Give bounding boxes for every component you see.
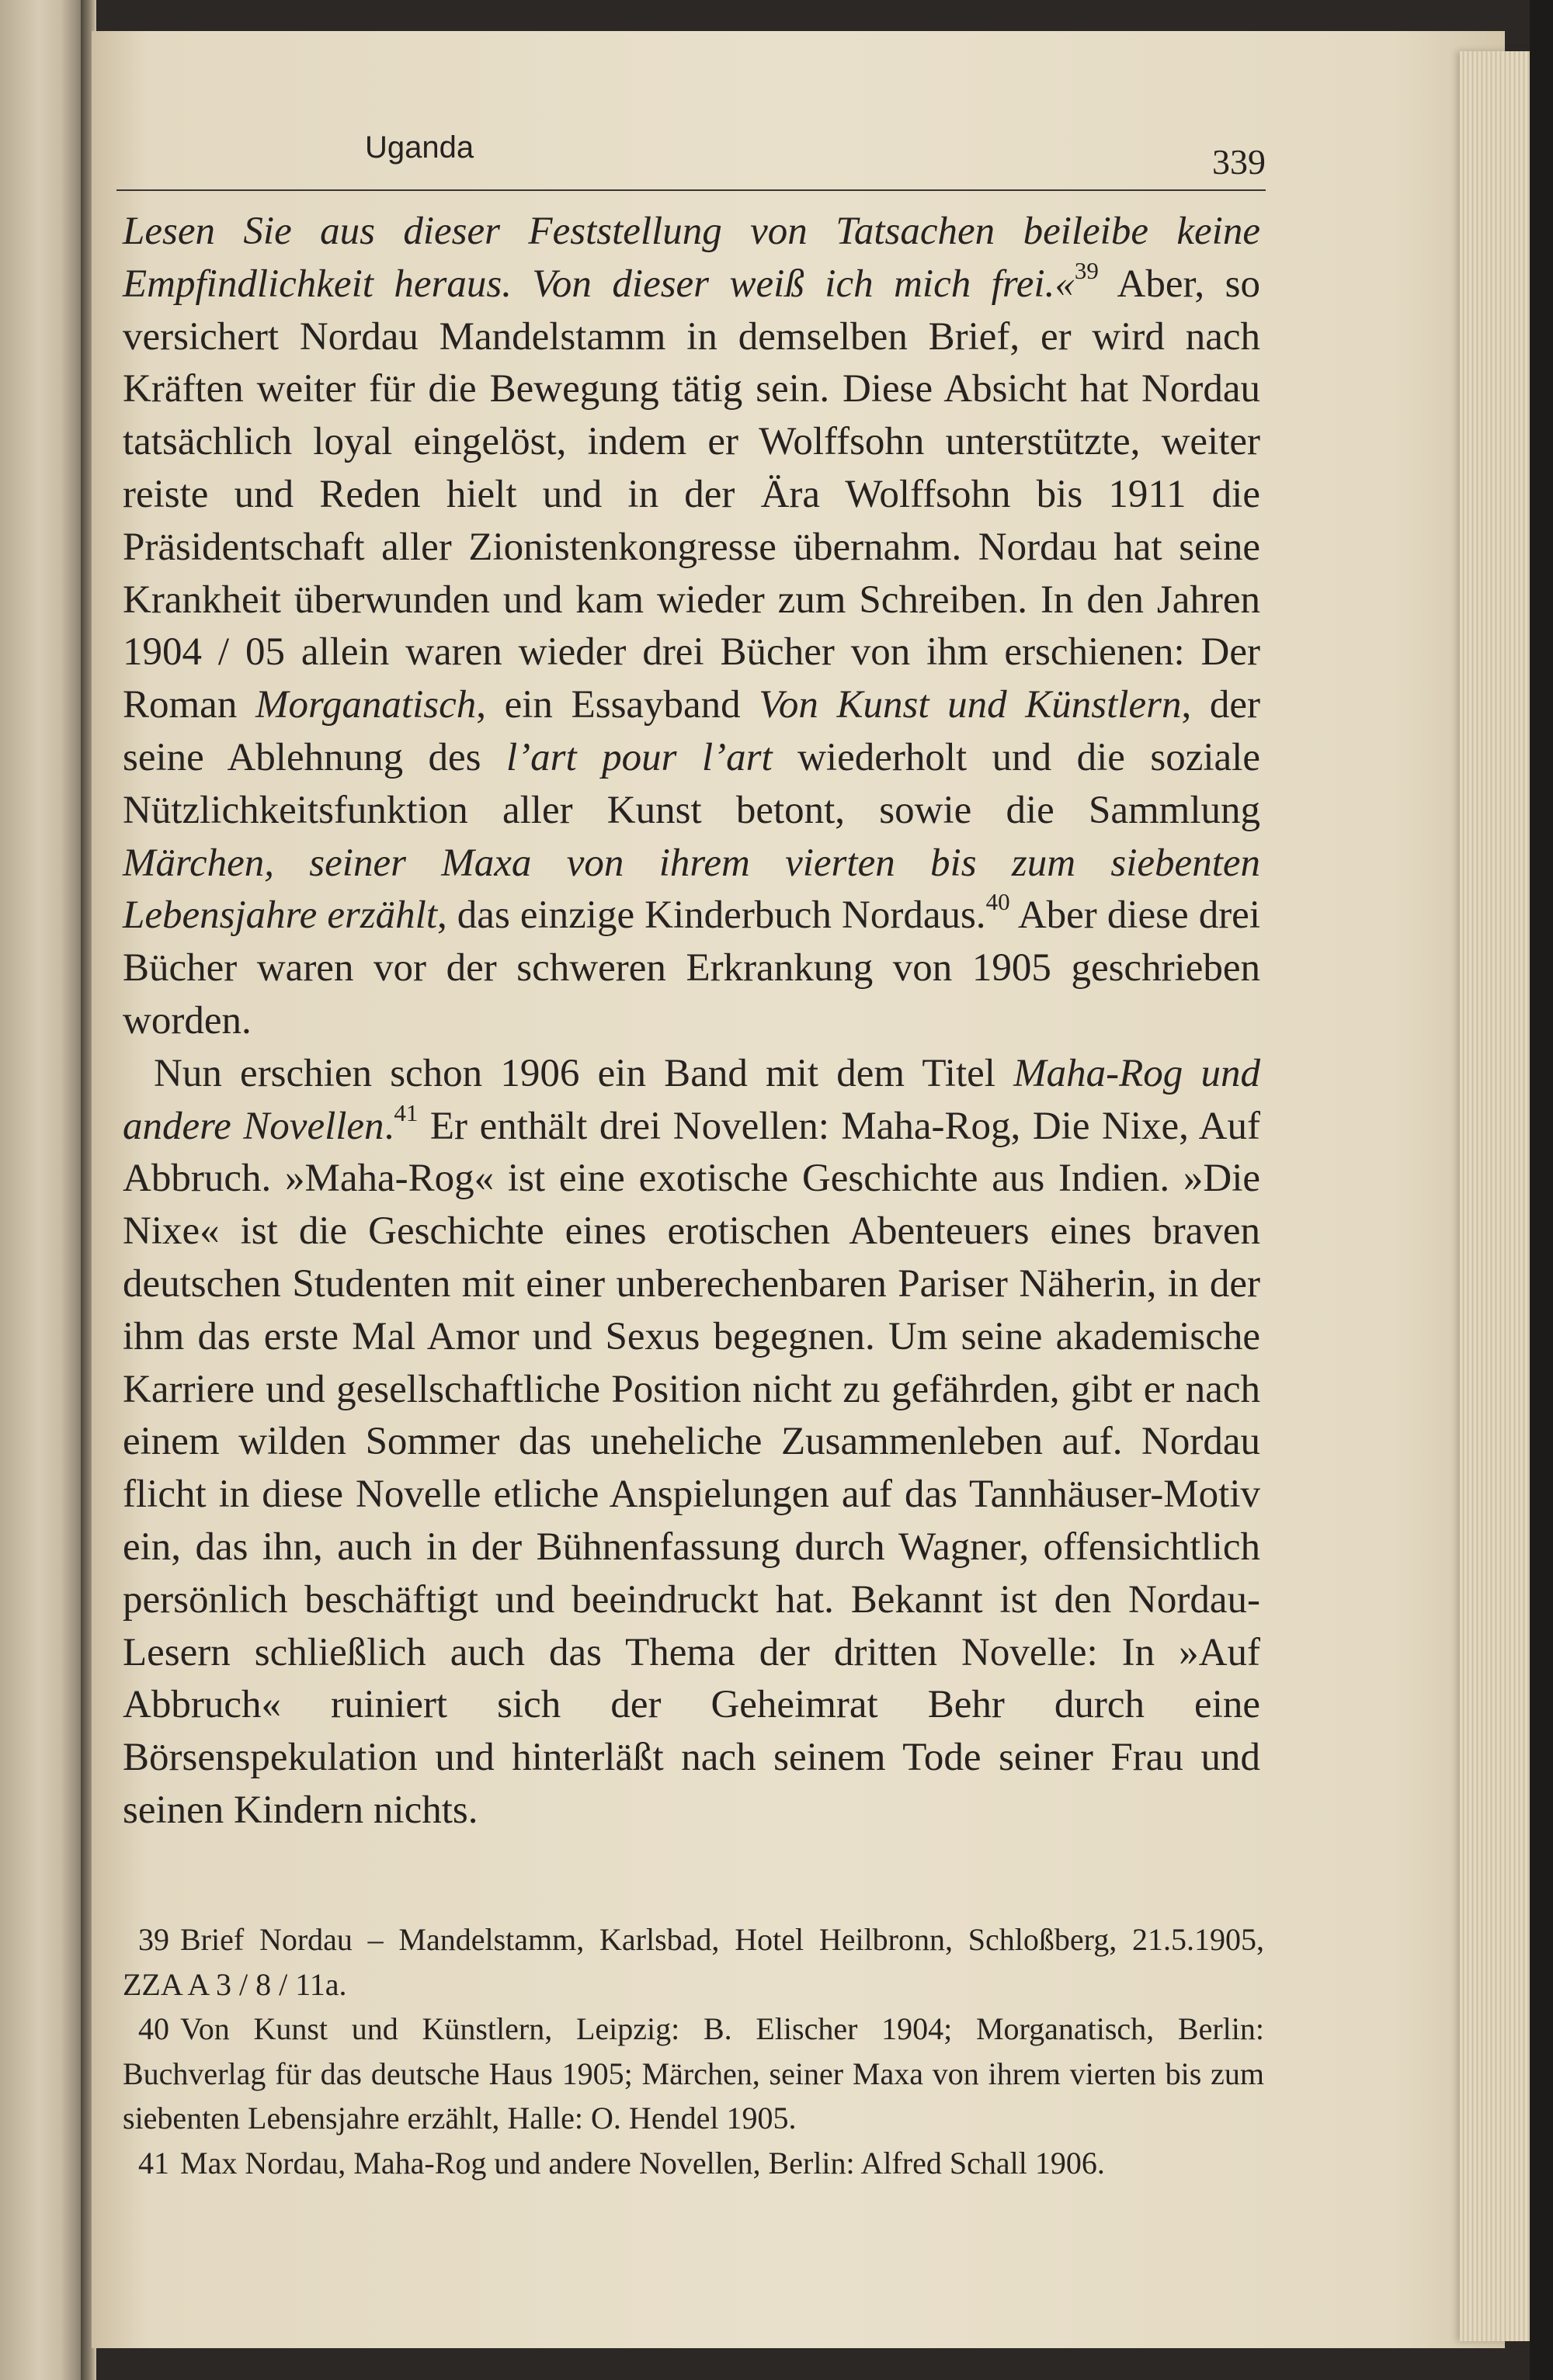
footnote xyxy=(123,2007,1264,2141)
footnote-ref: 41 xyxy=(394,1098,419,1126)
body-text xyxy=(123,206,1260,1837)
text-run: , der seine Ablehnung des xyxy=(123,683,1260,779)
footnote-ref: 40 xyxy=(985,888,1010,916)
text-run: Aber, so versichert Nordau Mandelstamm in demselben Brief, er wird nach Kräften weiter für die Bewegung tätig sein. Diese Absicht hat Nordau tatsächlich loyal eingelöst, indem er Wolffsohn unterstützte, weiter reiste und Reden hielt und in der Ära Wolffsohn bis 1911 die Präsidentschaft aller Zionistenkongresse übernahm. Nordau hat seine Krankheit überwunden und kam wieder zum Schreiben. In den Jahren 1904 / 05 allein waren wieder drei Bücher von ihm erschienen: Der Roman xyxy=(123,262,1260,727)
facing-page-edge xyxy=(0,0,87,2380)
text-run: Aber diese drei Bücher waren vor der schweren Erkrankung von 1905 geschrieben worden. xyxy=(123,893,1260,1043)
page-number: 339 xyxy=(1212,142,1266,182)
text-run: . xyxy=(384,1104,394,1148)
footnote-ref: 39 xyxy=(1074,256,1099,284)
page-fore-edge xyxy=(1460,51,1537,2341)
footnote-number: 40 xyxy=(138,2011,169,2046)
book-title: Von Kunst und Künstlern xyxy=(759,683,1182,727)
book-title: Morganatisch xyxy=(255,683,477,727)
text-run: Er enthält drei Novellen: Maha-Rog, Die Nixe, Auf Abbruch. »Maha-Rog« ist eine exotische Geschichte aus Indien. »Die Nixe« ist die Geschichte eines erotischen Abenteuers eines braven deutschen Studenten mit einer unberechenbaren Pariser Näherin, in der ihm das erste Mal Amor und Sexus begegnen. Um seine akademische Karriere und gesellschaftliche Position nicht zu gefährden, gibt er nach einem wilden Sommer das uneheliche Zusammenleben auf. Nordau flicht in diese Novelle etliche Anspielungen auf das Tannhäuser-Motiv ein, das ihn, auch in der Bühnenfassung durch Wagner, offensichtlich persönlich beschäftigt und beeindruckt hat. Bekannt ist den Nordau-Lesern schließlich auch das Thema der dritten Novelle: In »Auf Abbruch« ruiniert sich der Geheimrat Behr durch eine Börsenspekulation und hinterläßt nach seinem Tode seiner Frau und seinen Kindern nichts. xyxy=(123,1104,1260,1832)
footnote-text: Brief Nordau – Mandelstamm, Karlsbad, Hotel Heilbronn, Schloßberg, 21.5.1905, ZZA A 3 / 8 / 11a. xyxy=(123,1922,1264,2002)
text-run: , das einzige Kinderbuch Nordaus. xyxy=(436,893,986,938)
footnote xyxy=(123,1917,1264,2007)
book-title: Märchen, seiner Maxa von ihrem vierten bis zum siebenten Lebensjahre erzählt xyxy=(123,841,1260,938)
paragraph xyxy=(123,1048,1260,1837)
paragraph xyxy=(123,206,1260,1048)
text-run: Nun erschien schon 1906 ein Band mit dem Titel xyxy=(154,1051,1014,1095)
footnote-text: Max Nordau, Maha-Rog und andere Novellen, Berlin: Alfred Schall 1906. xyxy=(180,2145,1105,2181)
book-title: Maha-Rog und andere Novellen xyxy=(123,1051,1261,1148)
footnote xyxy=(123,2141,1264,2186)
text-run: wiederholt und die soziale Nützlichkeitsfunktion aller Kunst betont, sowie die Sammlung xyxy=(123,735,1260,832)
italic-phrase: l’art pour l’art xyxy=(506,735,773,779)
quote-italic: Lesen Sie aus dieser Feststellung von Tatsachen beileibe keine Empfindlichkeit heraus. Von dieser weiß ich mich frei.« xyxy=(123,210,1260,306)
scan-background xyxy=(1530,0,1553,2380)
running-head xyxy=(116,129,1266,191)
text-run: , ein Essayband xyxy=(476,683,759,727)
footnote-text: Von Kunst und Künstlern, Leipzig: B. Elischer 1904; Morganatisch, Berlin: Buchverlag für das deutsche Haus 1905; Märchen, seiner Maxa von ihrem vierten bis zum siebenten Lebensjahre erzählt, Halle: O. Hendel 1905. xyxy=(123,2011,1264,2135)
chapter-title: Uganda xyxy=(365,130,474,165)
footnote-number: 39 xyxy=(138,1922,169,1957)
footnotes xyxy=(123,1917,1264,2185)
footnote-number: 41 xyxy=(138,2145,169,2181)
